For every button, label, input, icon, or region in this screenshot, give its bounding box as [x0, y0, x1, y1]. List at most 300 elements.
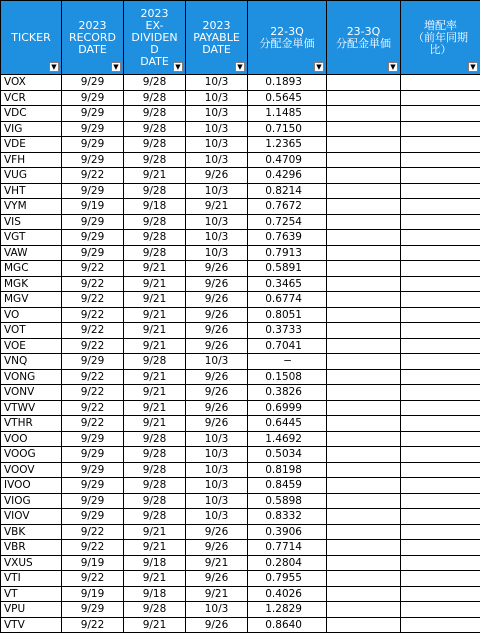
dividend-23-3q-cell[interactable] — [327, 462, 401, 478]
table-row — [1, 106, 480, 122]
record-date-cell[interactable]: 9/22 — [62, 261, 124, 277]
dividend-22-3q-cell[interactable]: 0.1893 — [248, 75, 327, 91]
column-header-line: DIVIDEN — [124, 32, 185, 44]
payable-date-cell[interactable]: 10/3 — [186, 602, 248, 618]
payable-date-cell[interactable]: 10/3 — [186, 431, 248, 447]
dividend-22-3q-cell[interactable]: 0.8198 — [248, 462, 327, 478]
growth-rate-cell[interactable] — [401, 447, 480, 463]
dividend-22-3q-cell[interactable]: 0.7714 — [248, 540, 327, 556]
record-date-cell[interactable]: 9/22 — [62, 400, 124, 416]
dividend-22-3q-cell[interactable]: 1.2829 — [248, 602, 327, 618]
payable-date-cell[interactable]: 9/26 — [186, 168, 248, 184]
column-header-ex-dividend-date — [124, 1, 186, 75]
payable-date-cell[interactable]: 10/3 — [186, 121, 248, 137]
record-date-cell[interactable]: 9/29 — [62, 447, 124, 463]
payable-date-cell[interactable]: 9/26 — [186, 524, 248, 540]
dividend-23-3q-cell[interactable] — [327, 509, 401, 525]
dividend-22-3q-cell[interactable]: 0.4296 — [248, 168, 327, 184]
table-row — [1, 199, 480, 215]
ex-dividend-date-cell[interactable]: 9/21 — [124, 323, 186, 339]
ex-dividend-date-cell[interactable]: 9/21 — [124, 385, 186, 401]
ticker-cell[interactable]: VTHR — [1, 416, 62, 432]
ex-dividend-date-cell[interactable]: 9/28 — [124, 478, 186, 494]
dividend-23-3q-cell[interactable] — [327, 354, 401, 370]
growth-rate-cell[interactable] — [401, 261, 480, 277]
dividend-23-3q-cell[interactable] — [327, 540, 401, 556]
record-date-cell[interactable]: 9/29 — [62, 509, 124, 525]
column-header-line: EX- — [124, 20, 185, 32]
dividend-23-3q-cell[interactable] — [327, 416, 401, 432]
ticker-cell[interactable]: MGV — [1, 292, 62, 308]
ex-dividend-date-cell[interactable]: 9/28 — [124, 106, 186, 122]
payable-date-cell[interactable]: 9/26 — [186, 400, 248, 416]
payable-date-cell[interactable]: 10/3 — [186, 214, 248, 230]
ticker-cell[interactable]: VYM — [1, 199, 62, 215]
record-date-cell[interactable]: 9/29 — [62, 230, 124, 246]
record-date-cell[interactable]: 9/29 — [62, 214, 124, 230]
dividend-22-3q-cell[interactable]: 0.7955 — [248, 571, 327, 587]
payable-date-cell[interactable]: 10/3 — [186, 90, 248, 106]
ticker-cell[interactable]: VOX — [1, 75, 62, 91]
payable-date-cell[interactable]: 10/3 — [186, 137, 248, 153]
column-header-dividend-22-3q — [248, 1, 327, 75]
dividend-22-3q-cell[interactable]: 0.7639 — [248, 230, 327, 246]
ex-dividend-date-cell[interactable]: 9/21 — [124, 416, 186, 432]
payable-date-cell[interactable]: 10/3 — [186, 447, 248, 463]
dividend-22-3q-cell[interactable]: 0.3906 — [248, 524, 327, 540]
growth-rate-cell[interactable] — [401, 400, 480, 416]
record-date-cell[interactable]: 9/19 — [62, 555, 124, 571]
growth-rate-cell[interactable] — [401, 152, 480, 168]
record-date-cell[interactable]: 9/29 — [62, 462, 124, 478]
record-date-cell[interactable]: 9/22 — [62, 571, 124, 587]
payable-date-cell[interactable]: 10/3 — [186, 509, 248, 525]
table-row — [1, 214, 480, 230]
payable-date-cell[interactable]: 10/3 — [186, 75, 248, 91]
dividend-23-3q-cell[interactable] — [327, 292, 401, 308]
growth-rate-cell[interactable] — [401, 292, 480, 308]
growth-rate-cell[interactable] — [401, 137, 480, 153]
record-date-cell[interactable]: 9/22 — [62, 292, 124, 308]
ex-dividend-date-cell[interactable]: 9/21 — [124, 617, 186, 633]
growth-rate-cell[interactable] — [401, 168, 480, 184]
ex-dividend-date-cell[interactable]: 9/21 — [124, 307, 186, 323]
dividend-23-3q-cell[interactable] — [327, 478, 401, 494]
growth-rate-cell[interactable] — [401, 524, 480, 540]
filter-dropdown-icon[interactable]: ▼ — [49, 62, 59, 72]
ex-dividend-date-cell[interactable]: 9/28 — [124, 509, 186, 525]
record-date-cell[interactable]: 9/29 — [62, 137, 124, 153]
dividend-22-3q-cell[interactable]: 1.1485 — [248, 106, 327, 122]
dividend-23-3q-cell[interactable] — [327, 369, 401, 385]
column-header-ticker — [1, 1, 62, 75]
dividend-23-3q-cell[interactable] — [327, 90, 401, 106]
dividend-22-3q-cell[interactable]: 0.6445 — [248, 416, 327, 432]
ticker-cell[interactable]: VBK — [1, 524, 62, 540]
ex-dividend-date-cell[interactable]: 9/28 — [124, 354, 186, 370]
dividend-23-3q-cell[interactable] — [327, 307, 401, 323]
record-date-cell[interactable]: 9/19 — [62, 199, 124, 215]
dividend-22-3q-cell[interactable]: 0.3465 — [248, 276, 327, 292]
payable-date-cell[interactable]: 10/3 — [186, 354, 248, 370]
ticker-cell[interactable]: IVOO — [1, 478, 62, 494]
dividend-23-3q-cell[interactable] — [327, 230, 401, 246]
ticker-cell[interactable]: VDC — [1, 106, 62, 122]
record-date-cell[interactable]: 9/22 — [62, 276, 124, 292]
dividend-22-3q-cell[interactable]: 1.4692 — [248, 431, 327, 447]
filter-dropdown-icon[interactable]: ▼ — [468, 62, 478, 72]
ex-dividend-date-cell[interactable]: 9/28 — [124, 431, 186, 447]
ticker-cell[interactable]: VONV — [1, 385, 62, 401]
ticker-cell[interactable]: VFH — [1, 152, 62, 168]
dividend-23-3q-cell[interactable] — [327, 261, 401, 277]
table-row — [1, 602, 480, 618]
growth-rate-cell[interactable] — [401, 416, 480, 432]
ticker-cell[interactable]: VT — [1, 586, 62, 602]
payable-date-cell[interactable]: 9/21 — [186, 586, 248, 602]
filter-dropdown-icon[interactable]: ▼ — [388, 62, 398, 72]
ticker-cell[interactable]: VUG — [1, 168, 62, 184]
growth-rate-cell[interactable] — [401, 199, 480, 215]
column-header-line: 23-3Q — [327, 26, 400, 38]
payable-date-cell[interactable]: 9/26 — [186, 261, 248, 277]
ticker-cell[interactable]: VXUS — [1, 555, 62, 571]
dividend-22-3q-cell[interactable]: 0.5645 — [248, 90, 327, 106]
growth-rate-cell[interactable] — [401, 230, 480, 246]
record-date-cell[interactable]: 9/29 — [62, 602, 124, 618]
table-row — [1, 431, 480, 447]
table-row — [1, 400, 480, 416]
growth-rate-cell[interactable] — [401, 555, 480, 571]
filter-dropdown-icon[interactable]: ▼ — [111, 62, 121, 72]
table-row — [1, 75, 480, 91]
dividend-23-3q-cell[interactable] — [327, 276, 401, 292]
record-date-cell[interactable]: 9/19 — [62, 586, 124, 602]
filter-dropdown-icon[interactable]: ▼ — [173, 62, 183, 72]
column-header-record-date — [62, 1, 124, 75]
table-row — [1, 137, 480, 153]
payable-date-cell[interactable]: 10/3 — [186, 230, 248, 246]
table-row — [1, 478, 480, 494]
growth-rate-cell[interactable] — [401, 338, 480, 354]
dividend-23-3q-cell[interactable] — [327, 447, 401, 463]
record-date-cell[interactable]: 9/22 — [62, 524, 124, 540]
dividend-23-3q-cell[interactable] — [327, 199, 401, 215]
ex-dividend-date-cell[interactable]: 9/21 — [124, 276, 186, 292]
ticker-cell[interactable]: MGC — [1, 261, 62, 277]
growth-rate-cell[interactable] — [401, 602, 480, 618]
growth-rate-cell[interactable] — [401, 431, 480, 447]
ex-dividend-date-cell[interactable]: 9/21 — [124, 571, 186, 587]
dividend-23-3q-cell[interactable] — [327, 571, 401, 587]
dividend-22-3q-cell[interactable]: 0.2804 — [248, 555, 327, 571]
record-date-cell[interactable]: 9/22 — [62, 369, 124, 385]
dividend-22-3q-cell[interactable]: 0.8459 — [248, 478, 327, 494]
growth-rate-cell[interactable] — [401, 478, 480, 494]
dividend-23-3q-cell[interactable] — [327, 431, 401, 447]
dividend-23-3q-cell[interactable] — [327, 137, 401, 153]
growth-rate-cell[interactable] — [401, 90, 480, 106]
dividend-22-3q-cell[interactable]: 0.7150 — [248, 121, 327, 137]
column-header-line: TICKER — [1, 32, 61, 44]
ticker-cell[interactable]: VOO — [1, 431, 62, 447]
record-date-cell[interactable]: 9/22 — [62, 540, 124, 556]
payable-date-cell[interactable]: 9/21 — [186, 199, 248, 215]
table-row — [1, 416, 480, 432]
ex-dividend-date-cell[interactable]: 9/28 — [124, 121, 186, 137]
record-date-cell[interactable]: 9/29 — [62, 354, 124, 370]
ex-dividend-date-cell[interactable]: 9/18 — [124, 199, 186, 215]
growth-rate-cell[interactable] — [401, 462, 480, 478]
ticker-cell[interactable]: VO — [1, 307, 62, 323]
growth-rate-cell[interactable] — [401, 276, 480, 292]
record-date-cell[interactable]: 9/29 — [62, 493, 124, 509]
dividend-23-3q-cell[interactable] — [327, 152, 401, 168]
growth-rate-cell[interactable] — [401, 586, 480, 602]
dividend-23-3q-cell[interactable] — [327, 524, 401, 540]
dividend-23-3q-cell[interactable] — [327, 323, 401, 339]
ex-dividend-date-cell[interactable]: 9/28 — [124, 183, 186, 199]
payable-date-cell[interactable]: 10/3 — [186, 478, 248, 494]
dividend-22-3q-cell[interactable]: 0.5891 — [248, 261, 327, 277]
growth-rate-cell[interactable] — [401, 323, 480, 339]
record-date-cell[interactable]: 9/29 — [62, 245, 124, 261]
ticker-cell[interactable]: VOOV — [1, 462, 62, 478]
ticker-cell[interactable]: VNQ — [1, 354, 62, 370]
dividend-22-3q-cell[interactable]: 0.4709 — [248, 152, 327, 168]
payable-date-cell[interactable]: 9/26 — [186, 385, 248, 401]
ticker-cell[interactable]: VIOG — [1, 493, 62, 509]
ticker-cell[interactable]: MGK — [1, 276, 62, 292]
table-row — [1, 462, 480, 478]
dividend-23-3q-cell[interactable] — [327, 385, 401, 401]
dividend-23-3q-cell[interactable] — [327, 75, 401, 91]
ticker-cell[interactable]: VTWV — [1, 400, 62, 416]
dividend-23-3q-cell[interactable] — [327, 602, 401, 618]
payable-date-cell[interactable]: 9/26 — [186, 276, 248, 292]
dividend-22-3q-cell[interactable]: − — [248, 354, 327, 370]
ex-dividend-date-cell[interactable]: 9/28 — [124, 214, 186, 230]
payable-date-cell[interactable]: 9/26 — [186, 617, 248, 633]
dividend-22-3q-cell[interactable]: 0.8214 — [248, 183, 327, 199]
growth-rate-cell[interactable] — [401, 354, 480, 370]
dividend-23-3q-cell[interactable] — [327, 400, 401, 416]
dividend-22-3q-cell[interactable]: 1.2365 — [248, 137, 327, 153]
ex-dividend-date-cell[interactable]: 9/28 — [124, 137, 186, 153]
payable-date-cell[interactable]: 9/26 — [186, 540, 248, 556]
ex-dividend-date-cell[interactable]: 9/28 — [124, 230, 186, 246]
record-date-cell[interactable]: 9/29 — [62, 431, 124, 447]
table-row — [1, 152, 480, 168]
growth-rate-cell[interactable] — [401, 214, 480, 230]
column-header-growth-rate — [401, 1, 480, 75]
ex-dividend-date-cell[interactable]: 9/18 — [124, 586, 186, 602]
table-row — [1, 261, 480, 277]
payable-date-cell[interactable]: 10/3 — [186, 245, 248, 261]
ticker-cell[interactable]: VOOG — [1, 447, 62, 463]
table-row — [1, 509, 480, 525]
table-row — [1, 524, 480, 540]
payable-date-cell[interactable]: 9/26 — [186, 323, 248, 339]
ticker-cell[interactable]: VAW — [1, 245, 62, 261]
payable-date-cell[interactable]: 10/3 — [186, 106, 248, 122]
growth-rate-cell[interactable] — [401, 307, 480, 323]
growth-rate-cell[interactable] — [401, 121, 480, 137]
dividend-23-3q-cell[interactable] — [327, 214, 401, 230]
dividend-22-3q-cell[interactable]: 0.6774 — [248, 292, 327, 308]
growth-rate-cell[interactable] — [401, 540, 480, 556]
growth-rate-cell[interactable] — [401, 106, 480, 122]
ex-dividend-date-cell[interactable]: 9/21 — [124, 261, 186, 277]
ex-dividend-date-cell[interactable]: 9/21 — [124, 540, 186, 556]
dividend-22-3q-cell[interactable]: 0.5034 — [248, 447, 327, 463]
ex-dividend-date-cell[interactable]: 9/21 — [124, 524, 186, 540]
dividend-22-3q-cell[interactable]: 0.5898 — [248, 493, 327, 509]
record-date-cell[interactable]: 9/29 — [62, 90, 124, 106]
ticker-cell[interactable]: VIS — [1, 214, 62, 230]
table-row — [1, 447, 480, 463]
dividend-23-3q-cell[interactable] — [327, 106, 401, 122]
payable-date-cell[interactable]: 9/26 — [186, 416, 248, 432]
ex-dividend-date-cell[interactable]: 9/18 — [124, 555, 186, 571]
dividend-23-3q-cell[interactable] — [327, 245, 401, 261]
ticker-cell[interactable]: VTV — [1, 617, 62, 633]
column-header-payable-date — [186, 1, 248, 75]
record-date-cell[interactable]: 9/29 — [62, 152, 124, 168]
growth-rate-cell[interactable] — [401, 509, 480, 525]
dividend-22-3q-cell[interactable]: 0.7672 — [248, 199, 327, 215]
table-row — [1, 555, 480, 571]
table-row — [1, 90, 480, 106]
ticker-cell[interactable]: VIOV — [1, 509, 62, 525]
record-date-cell[interactable]: 9/29 — [62, 106, 124, 122]
ticker-cell[interactable]: VBR — [1, 540, 62, 556]
ticker-cell[interactable]: VDE — [1, 137, 62, 153]
ex-dividend-date-cell[interactable]: 9/21 — [124, 400, 186, 416]
ex-dividend-date-cell[interactable]: 9/21 — [124, 168, 186, 184]
ex-dividend-date-cell[interactable]: 9/28 — [124, 245, 186, 261]
payable-date-cell[interactable]: 9/26 — [186, 369, 248, 385]
ticker-cell[interactable]: VOT — [1, 323, 62, 339]
dividend-22-3q-cell[interactable]: 0.6999 — [248, 400, 327, 416]
dividend-23-3q-cell[interactable] — [327, 555, 401, 571]
ex-dividend-date-cell[interactable]: 9/21 — [124, 338, 186, 354]
record-date-cell[interactable]: 9/22 — [62, 416, 124, 432]
growth-rate-cell[interactable] — [401, 617, 480, 633]
payable-date-cell[interactable]: 9/26 — [186, 307, 248, 323]
ex-dividend-date-cell[interactable]: 9/28 — [124, 75, 186, 91]
ticker-cell[interactable]: VTI — [1, 571, 62, 587]
ex-dividend-date-cell[interactable]: 9/28 — [124, 447, 186, 463]
ticker-cell[interactable]: VPU — [1, 602, 62, 618]
table-row — [1, 369, 480, 385]
table-row — [1, 121, 480, 137]
ex-dividend-date-cell[interactable]: 9/28 — [124, 493, 186, 509]
dividend-23-3q-cell[interactable] — [327, 586, 401, 602]
column-header-line: 2023 — [62, 20, 123, 32]
record-date-cell[interactable]: 9/22 — [62, 338, 124, 354]
table-row — [1, 276, 480, 292]
ticker-cell[interactable]: VIG — [1, 121, 62, 137]
payable-date-cell[interactable]: 10/3 — [186, 493, 248, 509]
growth-rate-cell[interactable] — [401, 183, 480, 199]
payable-date-cell[interactable]: 9/26 — [186, 571, 248, 587]
record-date-cell[interactable]: 9/22 — [62, 617, 124, 633]
ex-dividend-date-cell[interactable]: 9/28 — [124, 152, 186, 168]
growth-rate-cell[interactable] — [401, 385, 480, 401]
table-row — [1, 338, 480, 354]
dividend-23-3q-cell[interactable] — [327, 121, 401, 137]
record-date-cell[interactable]: 9/22 — [62, 323, 124, 339]
dividend-23-3q-cell[interactable] — [327, 168, 401, 184]
payable-date-cell[interactable]: 10/3 — [186, 152, 248, 168]
growth-rate-cell[interactable] — [401, 571, 480, 587]
dividend-22-3q-cell[interactable]: 0.1508 — [248, 369, 327, 385]
record-date-cell[interactable]: 9/22 — [62, 307, 124, 323]
ex-dividend-date-cell[interactable]: 9/28 — [124, 462, 186, 478]
payable-date-cell[interactable]: 9/26 — [186, 292, 248, 308]
column-header-line: 比） — [401, 44, 480, 56]
dividend-22-3q-cell[interactable]: 0.3733 — [248, 323, 327, 339]
dividend-22-3q-cell[interactable]: 0.4026 — [248, 586, 327, 602]
payable-date-cell[interactable]: 10/3 — [186, 462, 248, 478]
dividend-23-3q-cell[interactable] — [327, 617, 401, 633]
filter-dropdown-icon[interactable]: ▼ — [235, 62, 245, 72]
growth-rate-cell[interactable] — [401, 75, 480, 91]
ticker-cell[interactable]: VHT — [1, 183, 62, 199]
dividend-23-3q-cell[interactable] — [327, 338, 401, 354]
growth-rate-cell[interactable] — [401, 493, 480, 509]
payable-date-cell[interactable]: 9/21 — [186, 555, 248, 571]
column-header-line: 2023 — [124, 8, 185, 20]
ticker-cell[interactable]: VCR — [1, 90, 62, 106]
record-date-cell[interactable]: 9/22 — [62, 168, 124, 184]
record-date-cell[interactable]: 9/29 — [62, 121, 124, 137]
dividend-23-3q-cell[interactable] — [327, 183, 401, 199]
ex-dividend-date-cell[interactable]: 9/21 — [124, 292, 186, 308]
table-row — [1, 168, 480, 184]
record-date-cell[interactable]: 9/29 — [62, 183, 124, 199]
ex-dividend-date-cell[interactable]: 9/28 — [124, 602, 186, 618]
ticker-cell[interactable]: VOE — [1, 338, 62, 354]
column-header-line: DATE — [62, 44, 123, 56]
dividend-22-3q-cell[interactable]: 0.8640 — [248, 617, 327, 633]
payable-date-cell[interactable]: 10/3 — [186, 183, 248, 199]
ex-dividend-date-cell[interactable]: 9/28 — [124, 90, 186, 106]
table-row — [1, 617, 480, 633]
table-row — [1, 245, 480, 261]
filter-dropdown-icon[interactable]: ▼ — [314, 62, 324, 72]
dividend-22-3q-cell[interactable]: 0.7254 — [248, 214, 327, 230]
dividend-22-3q-cell[interactable]: 0.7913 — [248, 245, 327, 261]
ex-dividend-date-cell[interactable]: 9/21 — [124, 369, 186, 385]
growth-rate-cell[interactable] — [401, 245, 480, 261]
dividend-22-3q-cell[interactable]: 0.8332 — [248, 509, 327, 525]
dividend-23-3q-cell[interactable] — [327, 493, 401, 509]
record-date-cell[interactable]: 9/29 — [62, 478, 124, 494]
dividend-22-3q-cell[interactable]: 0.8051 — [248, 307, 327, 323]
growth-rate-cell[interactable] — [401, 369, 480, 385]
column-header-line: 2023 — [186, 20, 247, 32]
payable-date-cell[interactable]: 9/26 — [186, 338, 248, 354]
record-date-cell[interactable]: 9/29 — [62, 75, 124, 91]
ticker-cell[interactable]: VONG — [1, 369, 62, 385]
ticker-cell[interactable]: VGT — [1, 230, 62, 246]
record-date-cell[interactable]: 9/22 — [62, 385, 124, 401]
dividend-22-3q-cell[interactable]: 0.3826 — [248, 385, 327, 401]
column-header-line: （前年同期 — [401, 32, 480, 44]
dividend-22-3q-cell[interactable]: 0.7041 — [248, 338, 327, 354]
